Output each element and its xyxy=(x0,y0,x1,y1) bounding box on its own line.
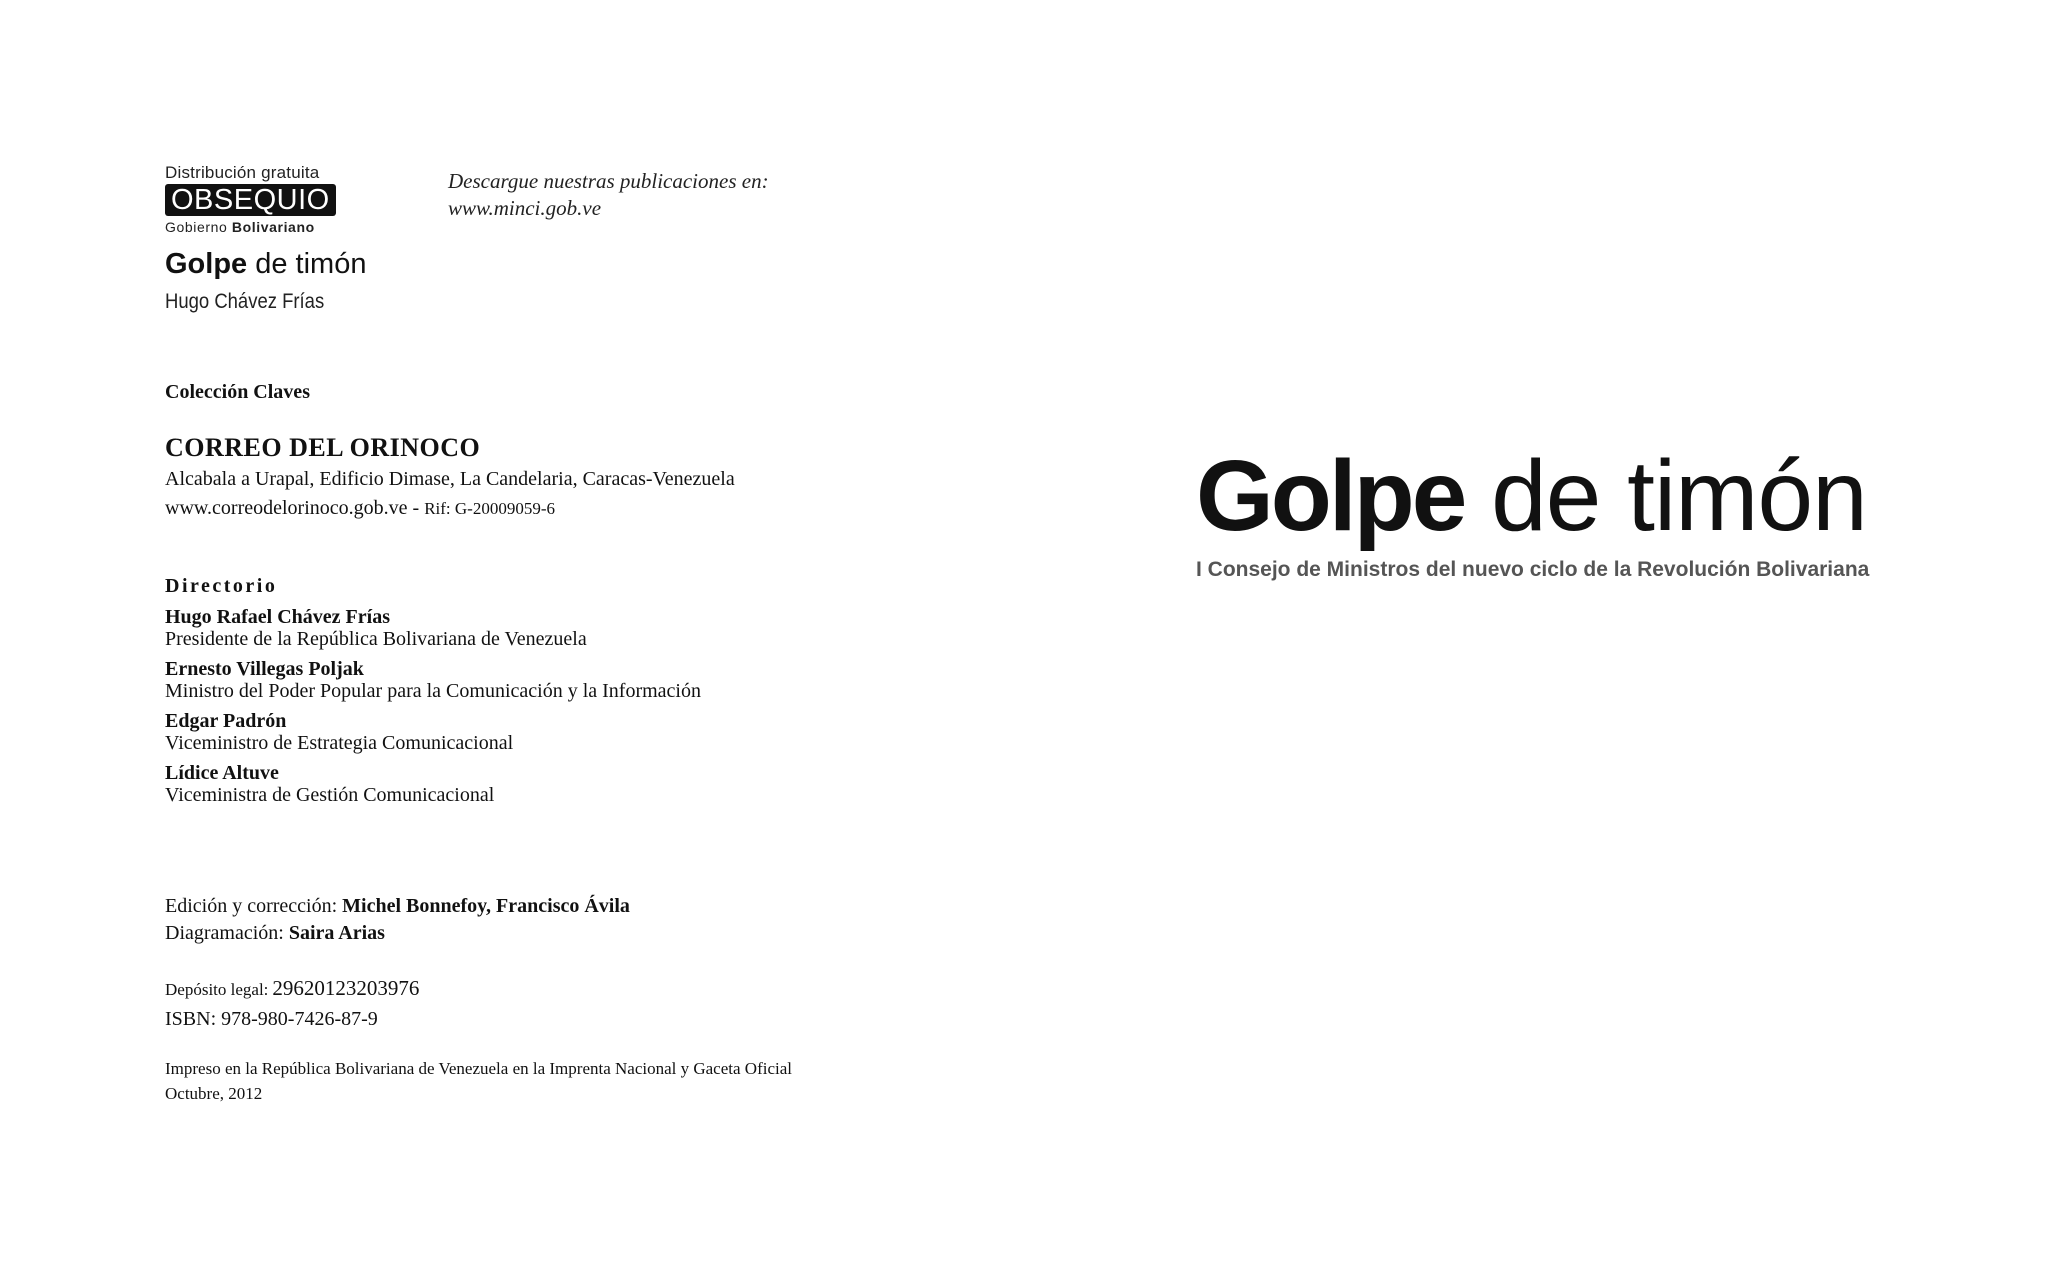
download-note xyxy=(448,168,769,222)
member-name: Hugo Rafael Chávez Frías xyxy=(165,606,390,628)
layout-credit xyxy=(165,920,630,947)
small-title-rest: de timón xyxy=(255,248,367,280)
edition-label: Edición y corrección: xyxy=(165,895,338,917)
member-role: Viceministro de Estrategia Comunicacional xyxy=(165,732,514,754)
member-name: Lídice Altuve xyxy=(165,762,279,784)
directory-list xyxy=(165,606,701,814)
edition-names: Michel Bonnefoy, Francisco Ávila xyxy=(342,895,630,917)
seal-box-text: OBSEQUIO xyxy=(165,184,336,216)
directory-item xyxy=(165,762,701,806)
obsequio-seal xyxy=(165,163,345,236)
member-role: Viceministra de Gestión Comunicacional xyxy=(165,784,495,806)
publisher-separator: - xyxy=(407,497,425,519)
main-title-bold: Golpe xyxy=(1196,440,1465,552)
publisher-address: Alcabala a Urapal, Edificio Dimase, La Candelaria, Caracas-Venezuela xyxy=(165,468,735,490)
main-book-title xyxy=(1196,436,1867,556)
book-subtitle: I Consejo de Ministros del nuevo ciclo de la Revolución Bolivariana xyxy=(1196,558,1870,581)
small-book-title xyxy=(165,248,366,281)
printing-date: Octubre, 2012 xyxy=(165,1084,263,1103)
legal-block xyxy=(165,974,419,1034)
collection-name: Colección Claves xyxy=(165,381,310,403)
seal-bottom-plain: Gobierno xyxy=(165,219,228,235)
directory-item xyxy=(165,606,701,650)
directory-item xyxy=(165,710,701,754)
seal-bottom-bold: Bolivariano xyxy=(231,219,315,235)
layout-label: Diagramación: xyxy=(165,922,284,944)
directory-heading: Directorio xyxy=(165,575,278,597)
publisher-web-line xyxy=(165,497,555,520)
isbn-line: ISBN: 978-980-7426-87-9 xyxy=(165,1008,378,1030)
printing-info xyxy=(165,1056,792,1106)
download-url[interactable]: www.minci.gob.ve xyxy=(448,196,602,220)
edition-credit xyxy=(165,893,630,920)
download-line: Descargue nuestras publicaciones en: xyxy=(448,169,769,193)
small-title-bold: Golpe xyxy=(165,248,248,280)
deposit-label: Depósito legal: xyxy=(165,980,269,999)
directory-item xyxy=(165,658,701,702)
deposit-value: 29620123203976 xyxy=(272,976,420,1000)
publisher-rif: Rif: G-20009059-6 xyxy=(424,499,555,518)
book-author: Hugo Chávez Frías xyxy=(165,290,325,313)
member-name: Edgar Padrón xyxy=(165,710,287,732)
member-role: Presidente de la República Bolivariana de Venezuela xyxy=(165,628,587,650)
publisher-website[interactable]: www.correodelorinoco.gob.ve xyxy=(165,497,408,519)
deposit-line xyxy=(165,974,419,1005)
seal-bottom-text xyxy=(165,218,345,236)
printing-line: Impreso en la República Bolivariana de Venezuela en la Imprenta Nacional y Gaceta Oficial xyxy=(165,1059,792,1078)
member-name: Ernesto Villegas Poljak xyxy=(165,658,364,680)
main-title-rest: de timón xyxy=(1491,440,1867,552)
publisher-name: CORREO DEL ORINOCO xyxy=(165,433,481,462)
credits-block xyxy=(165,893,630,947)
layout-name: Saira Arias xyxy=(288,922,385,944)
member-role: Ministro del Poder Popular para la Comunicación y la Información xyxy=(165,680,701,702)
seal-top-text: Distribución gratuita xyxy=(165,163,320,182)
